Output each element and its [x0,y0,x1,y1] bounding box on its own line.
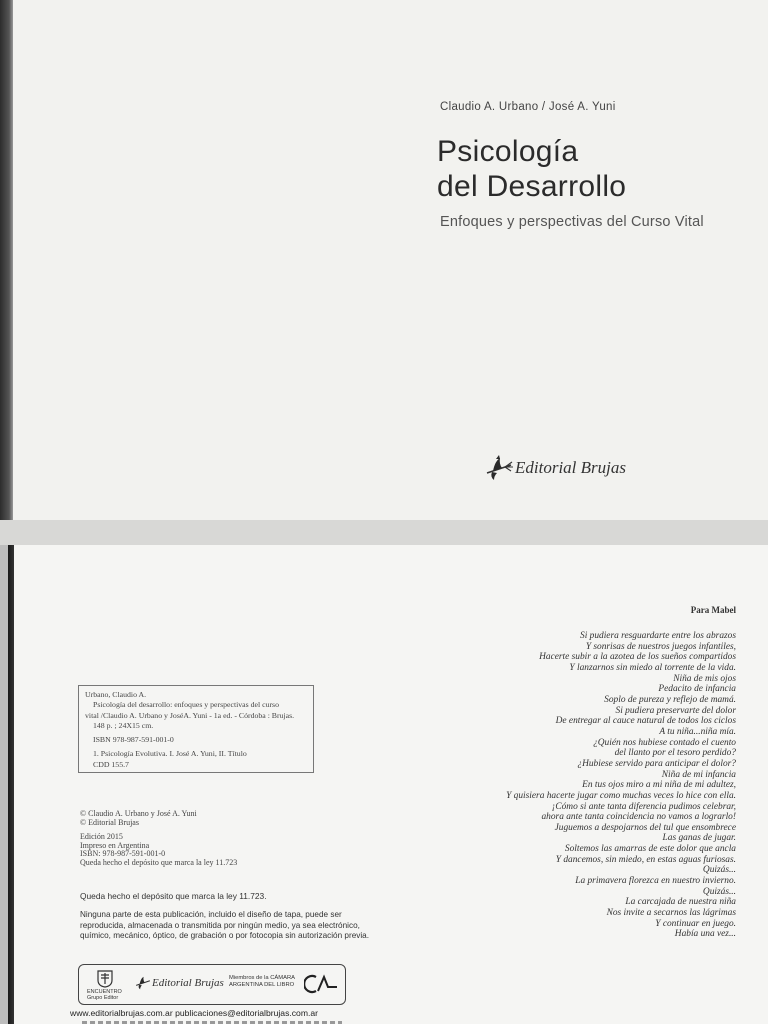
isbn-line: ISBN: 978-987-591-001-0 [80,849,166,859]
poem-line: Nos invite a secarnos las lágrimas [606,908,736,919]
poem-line: Si pudiera preservarte del dolor [615,705,736,716]
copyright-block [80,810,237,868]
copyright-line: © Claudio A. Urbano y José A. Yuni [80,809,197,818]
poem-line: De entregar al cauce natural de todos los ciclos [555,716,736,727]
page-binding-shadow [8,545,14,1024]
credits-page [0,545,768,1024]
publisher-name: Editorial Brujas [515,458,626,477]
poem-line: Quizás... [702,886,736,897]
catalog-line: vital /Claudio A. Urbano y JoséA. Yuni - 1a ed. - Córdoba : Brujas. [85,710,295,720]
poem-line: Niña de mi infancia [661,769,736,780]
witch-icon [135,975,151,990]
book-authors: Claudio A. Urbano / José A. Yuni [440,101,616,113]
encuentro-name: ENCUENTRO [87,989,122,995]
catalog-line: 148 p. ; 24X15 cm. [93,720,154,730]
poem-line: Quizás... [702,865,736,876]
poem-line: A tu niña...niña mía. [659,726,736,737]
camara-label [229,975,295,989]
poem [426,631,736,940]
page-gap [0,520,768,545]
book-title [437,134,626,204]
poem-line: Niña de mis ojos [673,673,736,684]
poem-line: La carcajada de nuestra niña [625,897,736,908]
poem-line: La primavera florezca en nuestro invierno. [575,876,736,887]
camara-line: Miembros de la CÁMARA [229,975,296,981]
poem-line: Hacerte subir a la azotea de los sueños compartidos [539,652,736,663]
poem-line: del llanto por el tesoro perdido? [614,748,736,759]
poem-line: ¿Hubiese servido para anticipar el dolor? [577,758,736,769]
poem-line: ¿Quién nos hubiese contado el cuento [593,737,736,748]
poem-line: Soplo de pureza y reflejo de mamá. [604,694,736,705]
poem-line: Y quisiera hacerte jugar como muchas veces lo hice con ella. [506,790,736,801]
poem-line: Soltemos las amarras de este dolor que ancla [564,844,736,855]
catalog-line: ISBN 978-987-591-001-0 [93,735,174,745]
copyright-line: © Editorial Brujas [80,817,139,827]
book-subtitle: Enfoques y perspectivas del Curso Vital [440,214,704,230]
rights-notice: Ninguna parte de esta publicación, incluido el diseño de tapa, puede ser reproducida, almacenada o transmitida por ningún medio, ya sea electrónico, químico, mecánico, óptico, de grabación o por fotocopia sin autorización previa. [80,910,370,941]
poem-line: Y lanzarnos sin miedo al torrente de la vida. [569,662,736,673]
catalog-record [78,685,314,773]
poem-line: Y continuar en juego. [655,918,736,929]
legal-deposit: Queda hecho el depósito que marca la ley 11.723. [80,891,267,901]
poem-line: Si pudiera resguardarte entre los abrazos [580,631,736,641]
poem-line: Pedacito de infancia [658,684,736,695]
encuentro-group: Grupo Editor [87,995,119,1001]
poem-line: Juguemos a despojarnos del tul que ensombrece [554,822,736,833]
dedication: Para Mabel [690,605,736,615]
printed-line: Impreso en Argentina [80,840,150,850]
encuentro-crest-icon [97,970,113,988]
publisher-logo-small [135,975,224,990]
title-line-2: del Desarrollo [437,170,627,203]
camara-logo-icon [304,974,338,994]
poem-line: Y dancemos, sin miedo, en estas aguas furiosas. [555,854,736,865]
page-binding-shadow [0,0,13,520]
publisher-logo [485,455,626,481]
publisher-name: Editorial Brujas [152,976,224,989]
encuentro-label [87,989,122,1001]
page-edge [0,545,8,1024]
witch-icon [485,455,513,481]
poem-line: Y sonrisas de nuestros juegos infantiles, [585,641,736,652]
catalog-line: CDD 155.7 [93,759,129,769]
camara-line: ARGENTINA DEL LIBRO [229,982,295,988]
catalog-line: Psicología del desarrollo: enfoques y perspectivas del curso [93,700,279,710]
title-line-1: Psicología [437,135,579,168]
edition-line: Edición 2015 [80,832,123,842]
legal-line: Queda hecho el depósito que marca la ley 11.723 [80,857,238,867]
poem-line: ¡Cómo si ante tanta diferencia pudimos celebrar, [551,801,736,812]
poem-line: Había una vez... [674,929,736,940]
publisher-contact[interactable]: www.editorialbrujas.com.ar publicaciones@editorialbrujas.com.ar [70,1008,319,1018]
publisher-footer [78,964,346,1005]
poem-line: En tus ojos miro a mi niña de mi adultez, [582,780,736,791]
catalog-line: Urbano, Claudio A. [85,690,147,699]
poem-line: ahora ante tanta coincidencia no vamos a lograrlo! [541,812,736,823]
catalog-line: 1. Psicología Evolutiva. I. José A. Yuni, II. Título [93,749,247,759]
poem-line: Las ganas de jugar. [662,833,736,844]
